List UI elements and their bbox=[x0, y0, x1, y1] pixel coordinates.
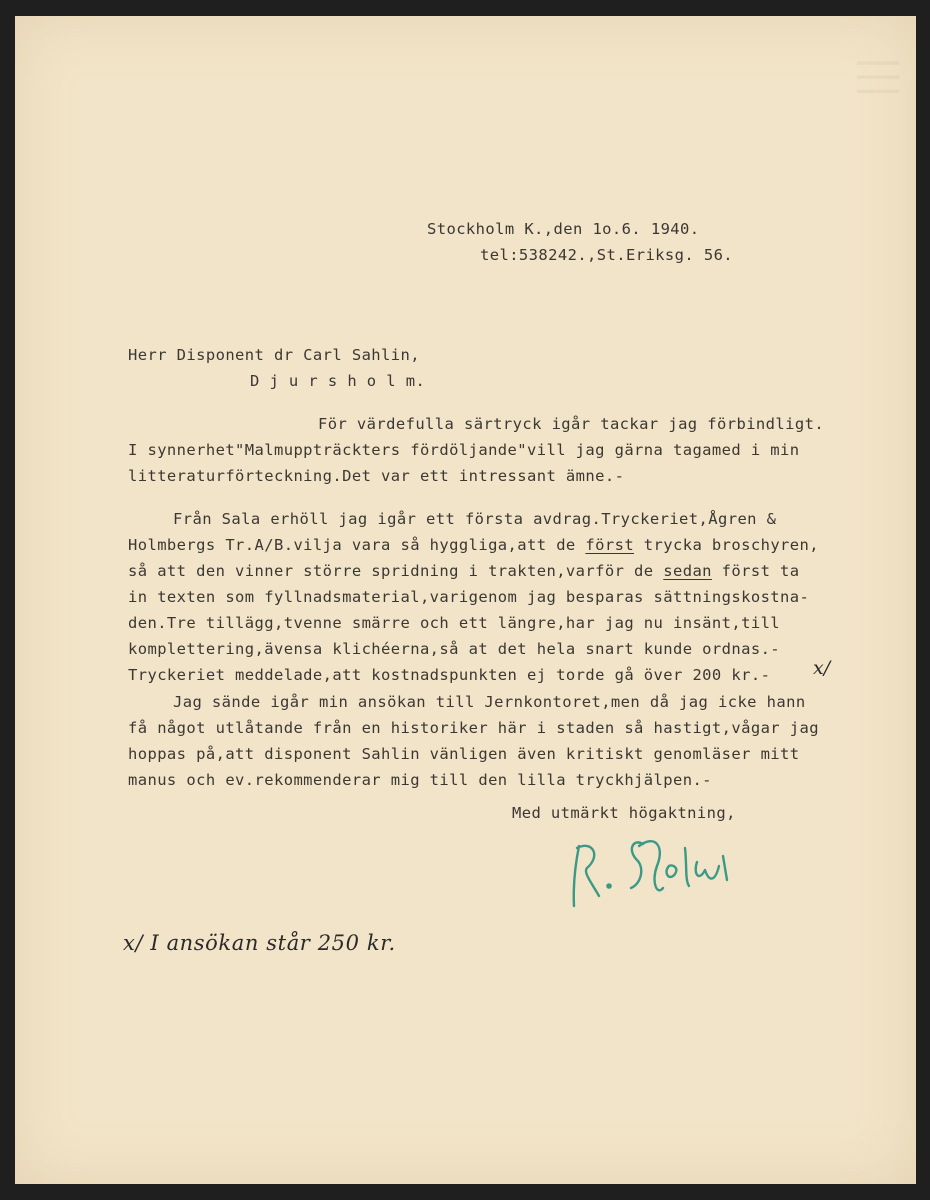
paragraph-3-line-2: få något utlåtande från en historiker här i staden så hastigt,vågar jag bbox=[128, 719, 819, 737]
handwritten-note: x/ I ansökan står 250 kr. bbox=[123, 931, 396, 955]
closing: Med utmärkt högaktning, bbox=[512, 804, 736, 822]
paragraph-2-line-7: Tryckeriet meddelade,att kostnadspunkten ej torde gå över 200 kr.- bbox=[128, 666, 771, 684]
paragraph-2-line-4: in texten som fyllnadsmaterial,varigenom jag besparas sättningskostna- bbox=[128, 588, 810, 606]
paragraph-3-line-1: Jag sände igår min ansökan till Jernkontoret,men då jag icke hann bbox=[173, 693, 806, 711]
paragraph-1-line-1: För värdefulla särtryck igår tackar jag förbindligt. bbox=[318, 415, 825, 433]
paragraph-3-line-3: hoppas på,att disponent Sahlin vänligen även kritiskt genomläser mitt bbox=[128, 745, 800, 763]
paragraph-2-line-1: Från Sala erhöll jag igår ett första avdrag.Tryckeriet,Ågren & bbox=[173, 510, 777, 528]
paragraph-2-line-5: den.Tre tillägg,tvenne smärre och ett längre,har jag nu insänt,till bbox=[128, 614, 781, 632]
underlined-word: sedan bbox=[663, 562, 712, 580]
paragraph-2-line-3: så att den vinner större spridning i trakten,varför de sedan först ta bbox=[128, 562, 800, 580]
footnote-mark: x/ bbox=[813, 657, 831, 679]
letter-page bbox=[15, 16, 916, 1184]
bleed-through-mark: ||| bbox=[857, 56, 906, 99]
dateline: Stockholm K.,den 1o.6. 1940. bbox=[427, 220, 700, 238]
paragraph-3-line-4: manus och ev.rekommenderar mig till den lilla tryckhjälpen.- bbox=[128, 771, 712, 789]
paragraph-2-line-2: Holmbergs Tr.A/B.vilja vara så hyggliga,att de först trycka broschyren, bbox=[128, 536, 819, 554]
signature bbox=[565, 826, 755, 916]
paragraph-1-line-3: litteraturförteckning.Det var ett intressant ämne.- bbox=[128, 467, 625, 485]
recipient-place: D j u r s h o l m. bbox=[250, 372, 426, 390]
underlined-word: först bbox=[585, 536, 635, 554]
paragraph-1-line-2: I synnerhet"Malmuppträckters fördöljande"vill jag gärna tagamed i min bbox=[128, 441, 800, 459]
paragraph-2-line-6: komplettering,ävensa klichéerna,så at det hela snart kunde ordnas.- bbox=[128, 640, 781, 658]
sender-address: tel:538242.,St.Eriksg. 56. bbox=[480, 246, 734, 264]
salutation: Herr Disponent dr Carl Sahlin, bbox=[128, 346, 420, 364]
